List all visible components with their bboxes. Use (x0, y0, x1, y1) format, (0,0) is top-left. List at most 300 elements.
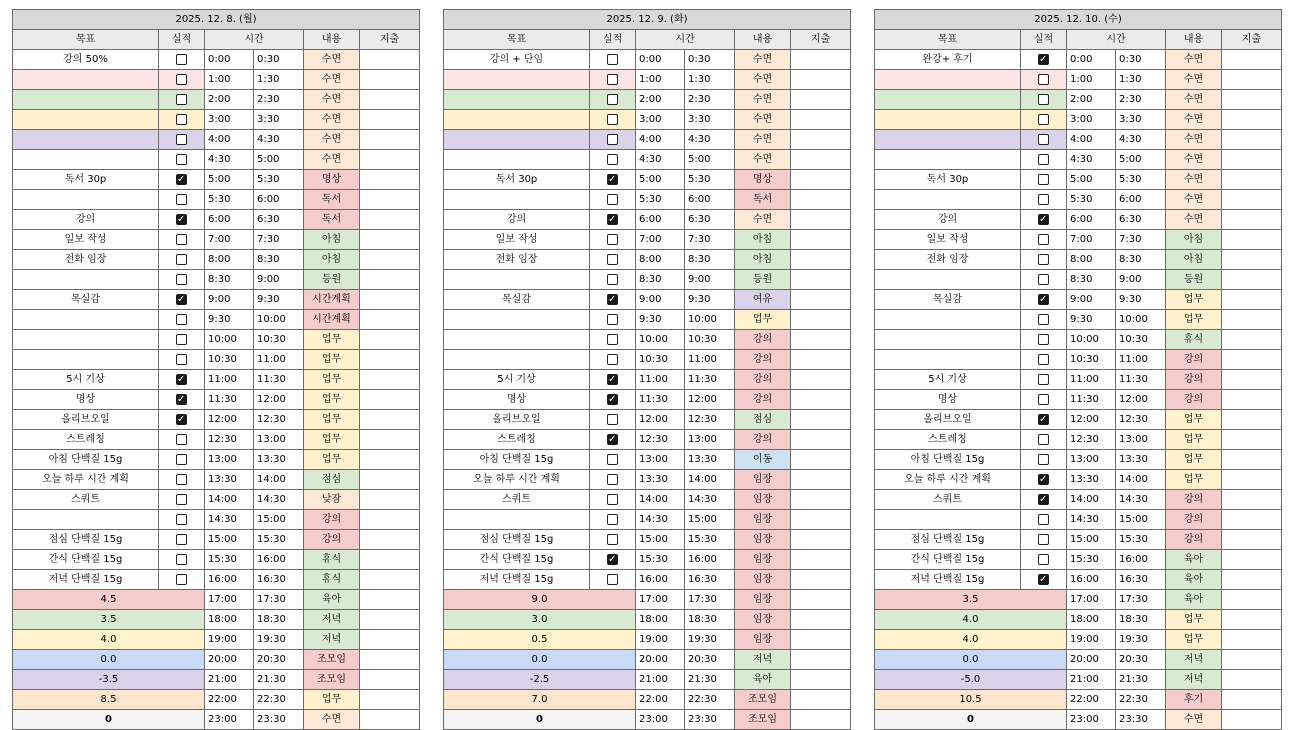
activity-cell[interactable]: 명상 (735, 170, 791, 190)
goal-cell[interactable] (444, 110, 590, 130)
checkbox-icon[interactable] (176, 354, 187, 365)
goal-cell[interactable]: 명상 (875, 390, 1021, 410)
expense-cell[interactable] (791, 210, 851, 230)
goal-cell[interactable] (13, 330, 159, 350)
expense-cell[interactable] (791, 410, 851, 430)
activity-cell[interactable]: 수면 (1166, 110, 1222, 130)
activity-cell[interactable]: 강의 (304, 510, 360, 530)
activity-cell[interactable]: 육아 (1166, 570, 1222, 590)
goal-cell[interactable] (875, 350, 1021, 370)
checkbox-icon[interactable] (607, 74, 618, 85)
goal-cell[interactable]: 5시 기상 (444, 370, 590, 390)
goal-cell[interactable]: 일보 작성 (875, 230, 1021, 250)
goal-cell[interactable]: 오늘 하루 시간 계획 (13, 470, 159, 490)
expense-cell[interactable] (791, 90, 851, 110)
checkbox-icon[interactable] (1038, 494, 1049, 505)
goal-cell[interactable]: 아침 단백질 15g (13, 450, 159, 470)
expense-cell[interactable] (1222, 590, 1282, 610)
goal-cell[interactable] (444, 130, 590, 150)
expense-cell[interactable] (1222, 350, 1282, 370)
activity-cell[interactable]: 업무 (304, 450, 360, 470)
goal-cell[interactable]: 올리브오일 (444, 410, 590, 430)
expense-cell[interactable] (791, 330, 851, 350)
checkbox-icon[interactable] (607, 194, 618, 205)
expense-cell[interactable] (360, 290, 420, 310)
checkbox-icon[interactable] (176, 494, 187, 505)
activity-cell[interactable]: 강의 (1166, 530, 1222, 550)
checkbox-icon[interactable] (607, 114, 618, 125)
expense-cell[interactable] (791, 310, 851, 330)
expense-cell[interactable] (1222, 270, 1282, 290)
expense-cell[interactable] (791, 50, 851, 70)
activity-cell[interactable]: 휴식 (304, 570, 360, 590)
goal-cell[interactable]: 목실감 (875, 290, 1021, 310)
goal-cell[interactable]: 아침 단백질 15g (444, 450, 590, 470)
expense-cell[interactable] (791, 350, 851, 370)
expense-cell[interactable] (791, 230, 851, 250)
expense-cell[interactable] (360, 690, 420, 710)
goal-cell[interactable]: 강의 + 단임 (444, 50, 590, 70)
expense-cell[interactable] (1222, 490, 1282, 510)
activity-cell[interactable]: 임장 (735, 590, 791, 610)
checkbox-icon[interactable] (1038, 134, 1049, 145)
goal-cell[interactable]: 간식 단백질 15g (13, 550, 159, 570)
activity-cell[interactable]: 수면 (1166, 210, 1222, 230)
goal-cell[interactable]: 강의 (875, 210, 1021, 230)
checkbox-icon[interactable] (607, 454, 618, 465)
checkbox-icon[interactable] (607, 214, 618, 225)
checkbox-icon[interactable] (176, 574, 187, 585)
expense-cell[interactable] (791, 290, 851, 310)
goal-cell[interactable]: 점심 단백질 15g (13, 530, 159, 550)
expense-cell[interactable] (1222, 670, 1282, 690)
checkbox-icon[interactable] (176, 174, 187, 185)
goal-cell[interactable]: 스쿼트 (444, 490, 590, 510)
goal-cell[interactable]: 강의 50% (13, 50, 159, 70)
expense-cell[interactable] (360, 170, 420, 190)
goal-cell[interactable] (13, 270, 159, 290)
expense-cell[interactable] (360, 270, 420, 290)
expense-cell[interactable] (791, 390, 851, 410)
activity-cell[interactable]: 임장 (735, 550, 791, 570)
checkbox-icon[interactable] (176, 314, 187, 325)
checkbox-icon[interactable] (607, 474, 618, 485)
activity-cell[interactable]: 임장 (735, 610, 791, 630)
goal-cell[interactable]: 간식 단백질 15g (444, 550, 590, 570)
checkbox-icon[interactable] (1038, 274, 1049, 285)
goal-cell[interactable]: 저녁 단백질 15g (444, 570, 590, 590)
expense-cell[interactable] (1222, 150, 1282, 170)
activity-cell[interactable]: 독서 (304, 210, 360, 230)
goal-cell[interactable]: 저녁 단백질 15g (13, 570, 159, 590)
activity-cell[interactable]: 수면 (1166, 710, 1222, 730)
goal-cell[interactable] (875, 270, 1021, 290)
goal-cell[interactable]: 오늘 하루 시간 계획 (444, 470, 590, 490)
checkbox-icon[interactable] (1038, 114, 1049, 125)
activity-cell[interactable]: 수면 (304, 90, 360, 110)
checkbox-icon[interactable] (1038, 534, 1049, 545)
goal-cell[interactable]: 명상 (13, 390, 159, 410)
activity-cell[interactable]: 업무 (1166, 450, 1222, 470)
activity-cell[interactable]: 조모임 (304, 650, 360, 670)
goal-cell[interactable]: 스쿼트 (875, 490, 1021, 510)
activity-cell[interactable]: 수면 (1166, 50, 1222, 70)
activity-cell[interactable]: 독서 (304, 190, 360, 210)
checkbox-icon[interactable] (607, 54, 618, 65)
goal-cell[interactable]: 강의 (13, 210, 159, 230)
goal-cell[interactable] (13, 90, 159, 110)
activity-cell[interactable]: 수면 (1166, 150, 1222, 170)
expense-cell[interactable] (1222, 130, 1282, 150)
checkbox-icon[interactable] (176, 254, 187, 265)
activity-cell[interactable]: 시간계획 (304, 290, 360, 310)
checkbox-icon[interactable] (1038, 234, 1049, 245)
activity-cell[interactable]: 강의 (1166, 490, 1222, 510)
expense-cell[interactable] (791, 430, 851, 450)
activity-cell[interactable]: 육아 (1166, 550, 1222, 570)
checkbox-icon[interactable] (607, 514, 618, 525)
checkbox-icon[interactable] (1038, 154, 1049, 165)
checkbox-icon[interactable] (607, 494, 618, 505)
activity-cell[interactable]: 업무 (1166, 470, 1222, 490)
goal-cell[interactable]: 독서 30p (444, 170, 590, 190)
expense-cell[interactable] (360, 230, 420, 250)
expense-cell[interactable] (360, 110, 420, 130)
goal-cell[interactable]: 전화 임장 (13, 250, 159, 270)
expense-cell[interactable] (360, 150, 420, 170)
expense-cell[interactable] (360, 350, 420, 370)
activity-cell[interactable]: 수면 (304, 710, 360, 730)
activity-cell[interactable]: 업무 (304, 330, 360, 350)
activity-cell[interactable]: 등원 (1166, 270, 1222, 290)
goal-cell[interactable] (444, 350, 590, 370)
activity-cell[interactable]: 수면 (1166, 90, 1222, 110)
checkbox-icon[interactable] (1038, 354, 1049, 365)
expense-cell[interactable] (1222, 630, 1282, 650)
expense-cell[interactable] (1222, 610, 1282, 630)
goal-cell[interactable] (875, 130, 1021, 150)
activity-cell[interactable]: 업무 (735, 310, 791, 330)
expense-cell[interactable] (360, 450, 420, 470)
expense-cell[interactable] (1222, 190, 1282, 210)
checkbox-icon[interactable] (1038, 554, 1049, 565)
checkbox-icon[interactable] (1038, 434, 1049, 445)
expense-cell[interactable] (360, 590, 420, 610)
activity-cell[interactable]: 조모임 (735, 710, 791, 730)
expense-cell[interactable] (360, 610, 420, 630)
expense-cell[interactable] (1222, 290, 1282, 310)
expense-cell[interactable] (791, 110, 851, 130)
activity-cell[interactable]: 조모임 (735, 690, 791, 710)
activity-cell[interactable]: 업무 (304, 350, 360, 370)
checkbox-icon[interactable] (607, 574, 618, 585)
checkbox-icon[interactable] (607, 254, 618, 265)
activity-cell[interactable]: 수면 (1166, 70, 1222, 90)
goal-cell[interactable]: 독서 30p (13, 170, 159, 190)
goal-cell[interactable]: 완강+ 후기 (875, 50, 1021, 70)
checkbox-icon[interactable] (176, 474, 187, 485)
activity-cell[interactable]: 아침 (735, 250, 791, 270)
expense-cell[interactable] (791, 630, 851, 650)
activity-cell[interactable]: 강의 (735, 330, 791, 350)
checkbox-icon[interactable] (1038, 474, 1049, 485)
activity-cell[interactable]: 강의 (1166, 350, 1222, 370)
checkbox-icon[interactable] (607, 354, 618, 365)
checkbox-icon[interactable] (176, 154, 187, 165)
expense-cell[interactable] (360, 330, 420, 350)
checkbox-icon[interactable] (1038, 414, 1049, 425)
activity-cell[interactable]: 명상 (304, 170, 360, 190)
checkbox-icon[interactable] (1038, 314, 1049, 325)
activity-cell[interactable]: 강의 (735, 390, 791, 410)
goal-cell[interactable] (444, 270, 590, 290)
checkbox-icon[interactable] (176, 94, 187, 105)
checkbox-icon[interactable] (1038, 74, 1049, 85)
checkbox-icon[interactable] (1038, 454, 1049, 465)
expense-cell[interactable] (360, 530, 420, 550)
goal-cell[interactable] (13, 110, 159, 130)
expense-cell[interactable] (1222, 70, 1282, 90)
expense-cell[interactable] (791, 710, 851, 730)
checkbox-icon[interactable] (607, 554, 618, 565)
goal-cell[interactable] (444, 150, 590, 170)
goal-cell[interactable]: 오늘 하루 시간 계획 (875, 470, 1021, 490)
activity-cell[interactable]: 육아 (304, 590, 360, 610)
expense-cell[interactable] (360, 570, 420, 590)
expense-cell[interactable] (360, 370, 420, 390)
goal-cell[interactable]: 올리브오일 (13, 410, 159, 430)
goal-cell[interactable]: 목실감 (13, 290, 159, 310)
expense-cell[interactable] (1222, 570, 1282, 590)
checkbox-icon[interactable] (607, 154, 618, 165)
checkbox-icon[interactable] (607, 94, 618, 105)
checkbox-icon[interactable] (607, 394, 618, 405)
goal-cell[interactable] (875, 110, 1021, 130)
checkbox-icon[interactable] (176, 194, 187, 205)
expense-cell[interactable] (1222, 330, 1282, 350)
expense-cell[interactable] (360, 190, 420, 210)
expense-cell[interactable] (360, 510, 420, 530)
expense-cell[interactable] (360, 210, 420, 230)
activity-cell[interactable]: 업무 (1166, 610, 1222, 630)
checkbox-icon[interactable] (176, 454, 187, 465)
goal-cell[interactable] (13, 510, 159, 530)
checkbox-icon[interactable] (176, 514, 187, 525)
expense-cell[interactable] (1222, 550, 1282, 570)
checkbox-icon[interactable] (176, 134, 187, 145)
activity-cell[interactable]: 강의 (1166, 390, 1222, 410)
activity-cell[interactable]: 이동 (735, 450, 791, 470)
expense-cell[interactable] (1222, 470, 1282, 490)
activity-cell[interactable]: 저녁 (1166, 670, 1222, 690)
activity-cell[interactable]: 업무 (304, 430, 360, 450)
expense-cell[interactable] (360, 310, 420, 330)
goal-cell[interactable]: 전화 임장 (444, 250, 590, 270)
expense-cell[interactable] (360, 90, 420, 110)
goal-cell[interactable]: 강의 (444, 210, 590, 230)
activity-cell[interactable]: 여유 (735, 290, 791, 310)
expense-cell[interactable] (1222, 90, 1282, 110)
activity-cell[interactable]: 업무 (304, 410, 360, 430)
goal-cell[interactable]: 스트레칭 (875, 430, 1021, 450)
goal-cell[interactable] (875, 70, 1021, 90)
expense-cell[interactable] (360, 50, 420, 70)
expense-cell[interactable] (1222, 390, 1282, 410)
expense-cell[interactable] (360, 70, 420, 90)
goal-cell[interactable]: 5시 기상 (875, 370, 1021, 390)
expense-cell[interactable] (791, 270, 851, 290)
checkbox-icon[interactable] (607, 274, 618, 285)
activity-cell[interactable]: 등원 (304, 270, 360, 290)
goal-cell[interactable]: 목실감 (444, 290, 590, 310)
activity-cell[interactable]: 아침 (1166, 230, 1222, 250)
expense-cell[interactable] (360, 390, 420, 410)
expense-cell[interactable] (791, 490, 851, 510)
checkbox-icon[interactable] (1038, 294, 1049, 305)
goal-cell[interactable] (444, 190, 590, 210)
goal-cell[interactable] (13, 70, 159, 90)
checkbox-icon[interactable] (607, 294, 618, 305)
expense-cell[interactable] (791, 530, 851, 550)
expense-cell[interactable] (791, 470, 851, 490)
checkbox-icon[interactable] (176, 214, 187, 225)
activity-cell[interactable]: 수면 (304, 50, 360, 70)
expense-cell[interactable] (791, 570, 851, 590)
expense-cell[interactable] (360, 490, 420, 510)
activity-cell[interactable]: 업무 (1166, 310, 1222, 330)
checkbox-icon[interactable] (1038, 54, 1049, 65)
checkbox-icon[interactable] (607, 134, 618, 145)
expense-cell[interactable] (360, 430, 420, 450)
expense-cell[interactable] (791, 170, 851, 190)
checkbox-icon[interactable] (176, 54, 187, 65)
checkbox-icon[interactable] (176, 74, 187, 85)
checkbox-icon[interactable] (607, 534, 618, 545)
checkbox-icon[interactable] (1038, 514, 1049, 525)
goal-cell[interactable]: 간식 단백질 15g (875, 550, 1021, 570)
expense-cell[interactable] (791, 190, 851, 210)
expense-cell[interactable] (360, 410, 420, 430)
goal-cell[interactable]: 올리브오일 (875, 410, 1021, 430)
goal-cell[interactable] (444, 310, 590, 330)
expense-cell[interactable] (791, 610, 851, 630)
checkbox-icon[interactable] (176, 434, 187, 445)
goal-cell[interactable] (13, 310, 159, 330)
goal-cell[interactable]: 스트레칭 (13, 430, 159, 450)
goal-cell[interactable]: 일보 작성 (444, 230, 590, 250)
checkbox-icon[interactable] (176, 394, 187, 405)
expense-cell[interactable] (360, 250, 420, 270)
checkbox-icon[interactable] (1038, 374, 1049, 385)
checkbox-icon[interactable] (607, 374, 618, 385)
goal-cell[interactable]: 전화 임장 (875, 250, 1021, 270)
activity-cell[interactable]: 수면 (304, 130, 360, 150)
activity-cell[interactable]: 수면 (735, 150, 791, 170)
activity-cell[interactable]: 수면 (304, 110, 360, 130)
activity-cell[interactable]: 업무 (1166, 410, 1222, 430)
activity-cell[interactable]: 저녁 (304, 630, 360, 650)
activity-cell[interactable]: 임장 (735, 470, 791, 490)
checkbox-icon[interactable] (607, 434, 618, 445)
activity-cell[interactable]: 조모임 (304, 670, 360, 690)
expense-cell[interactable] (360, 650, 420, 670)
activity-cell[interactable]: 업무 (1166, 290, 1222, 310)
expense-cell[interactable] (791, 510, 851, 530)
goal-cell[interactable] (13, 150, 159, 170)
checkbox-icon[interactable] (607, 414, 618, 425)
activity-cell[interactable]: 수면 (735, 130, 791, 150)
expense-cell[interactable] (360, 130, 420, 150)
expense-cell[interactable] (360, 550, 420, 570)
expense-cell[interactable] (1222, 210, 1282, 230)
expense-cell[interactable] (1222, 690, 1282, 710)
activity-cell[interactable]: 수면 (735, 210, 791, 230)
goal-cell[interactable] (444, 70, 590, 90)
checkbox-icon[interactable] (176, 414, 187, 425)
expense-cell[interactable] (791, 130, 851, 150)
expense-cell[interactable] (791, 670, 851, 690)
expense-cell[interactable] (1222, 450, 1282, 470)
expense-cell[interactable] (791, 250, 851, 270)
checkbox-icon[interactable] (176, 114, 187, 125)
checkbox-icon[interactable] (607, 234, 618, 245)
checkbox-icon[interactable] (607, 334, 618, 345)
activity-cell[interactable]: 수면 (304, 150, 360, 170)
activity-cell[interactable]: 수면 (735, 50, 791, 70)
activity-cell[interactable]: 강의 (1166, 510, 1222, 530)
expense-cell[interactable] (1222, 530, 1282, 550)
checkbox-icon[interactable] (176, 274, 187, 285)
expense-cell[interactable] (360, 470, 420, 490)
goal-cell[interactable]: 독서 30p (875, 170, 1021, 190)
goal-cell[interactable] (875, 510, 1021, 530)
activity-cell[interactable]: 업무 (304, 370, 360, 390)
checkbox-icon[interactable] (1038, 574, 1049, 585)
expense-cell[interactable] (791, 590, 851, 610)
activity-cell[interactable]: 임장 (735, 530, 791, 550)
expense-cell[interactable] (1222, 650, 1282, 670)
activity-cell[interactable]: 독서 (735, 190, 791, 210)
goal-cell[interactable] (875, 330, 1021, 350)
expense-cell[interactable] (1222, 110, 1282, 130)
goal-cell[interactable]: 점심 단백질 15g (444, 530, 590, 550)
activity-cell[interactable]: 강의 (1166, 370, 1222, 390)
activity-cell[interactable]: 아침 (735, 230, 791, 250)
expense-cell[interactable] (1222, 310, 1282, 330)
goal-cell[interactable] (875, 190, 1021, 210)
activity-cell[interactable]: 낮잠 (304, 490, 360, 510)
goal-cell[interactable] (13, 190, 159, 210)
checkbox-icon[interactable] (1038, 94, 1049, 105)
activity-cell[interactable]: 업무 (1166, 630, 1222, 650)
activity-cell[interactable]: 임장 (735, 630, 791, 650)
goal-cell[interactable]: 5시 기상 (13, 370, 159, 390)
expense-cell[interactable] (791, 690, 851, 710)
checkbox-icon[interactable] (176, 334, 187, 345)
checkbox-icon[interactable] (176, 294, 187, 305)
goal-cell[interactable]: 일보 작성 (13, 230, 159, 250)
checkbox-icon[interactable] (1038, 334, 1049, 345)
activity-cell[interactable]: 수면 (304, 70, 360, 90)
checkbox-icon[interactable] (176, 534, 187, 545)
activity-cell[interactable]: 저녁 (735, 650, 791, 670)
expense-cell[interactable] (791, 550, 851, 570)
activity-cell[interactable]: 수면 (735, 110, 791, 130)
activity-cell[interactable]: 업무 (304, 390, 360, 410)
expense-cell[interactable] (1222, 50, 1282, 70)
checkbox-icon[interactable] (607, 314, 618, 325)
goal-cell[interactable] (875, 90, 1021, 110)
